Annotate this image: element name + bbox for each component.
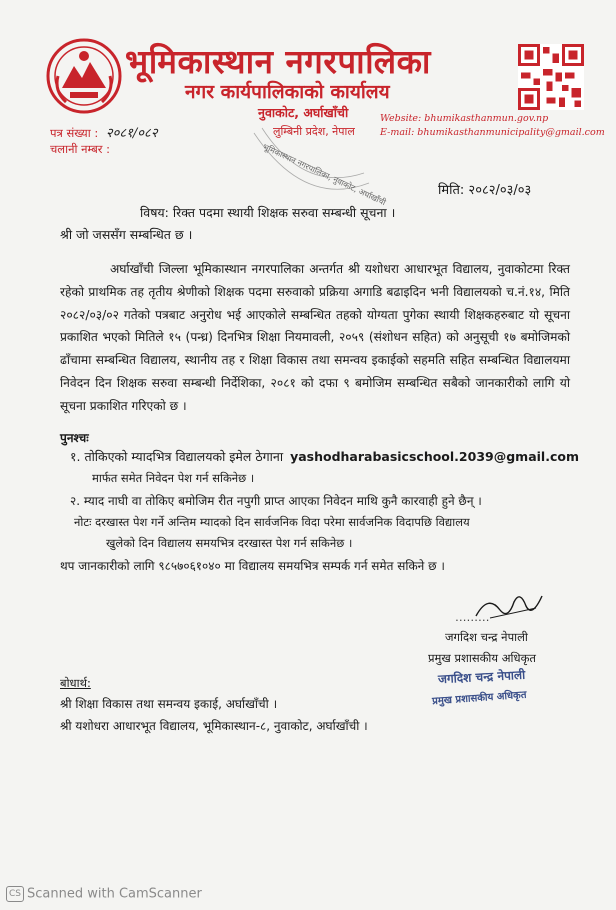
cc-line-2: श्री यशोधरा आधारभूत विद्यालय, भूमिकास्थान-८, नुवाकोट, अर्घाखाँची । — [60, 719, 368, 733]
note-item-1-suffix: मार्फत समेत निवेदन पेश गर्न सकिनेछ । — [92, 471, 255, 485]
signatory-name: जगदिश चन्द्र नेपाली — [445, 630, 528, 644]
watermark-text: Scanned with CamScanner — [27, 886, 202, 902]
letterhead-subtitle: नगर कार्यपालिकाको कार्यालय — [185, 81, 390, 103]
letter-date: मिति: २०८२/०३/०३ — [438, 183, 532, 198]
letter-number-row — [50, 123, 158, 141]
note-item-1 — [70, 446, 579, 469]
stamp-designation: प्रमुख प्रशासकीय अधिकृत — [431, 689, 527, 708]
note-line-1: नोटः दरखास्त पेश गर्ने अन्तिम म्यादको दिन सार्वजनिक विदा परेमा सार्वजनिक विदापछि विद्यालय — [74, 515, 470, 529]
note-item-1-text: १. तोकिएको म्यादभित्र विद्यालयको इमेल ठेगाना — [70, 449, 284, 464]
letterhead-address: नुवाकोट, अर्घाखाँची — [258, 105, 349, 120]
note-line-2: खुलेको दिन विद्यालय समयभित्र दरखास्त पेश गर्न सकिनेछ । — [106, 536, 353, 550]
letter-number-value: २०८१/०८२ — [105, 126, 158, 141]
camscanner-watermark — [6, 886, 202, 902]
dispatch-number-label: चलानी नम्बर : — [50, 142, 111, 156]
signature-dots: ……… — [455, 610, 490, 624]
cc-heading: बोधार्थ: — [60, 676, 91, 690]
letter-subject: विषय: रिक्त पदमा स्थायी शिक्षक सरुवा सम्बन्धी सूचना । — [140, 205, 396, 220]
signature-scribble — [470, 588, 550, 624]
salutation: श्री जो जससँग सम्बन्धित छ । — [60, 227, 193, 242]
notes-heading: पुनश्चः — [60, 431, 89, 445]
contact-line: थप जानकारीको लागि ९८५७०६१०४० मा विद्यालय समयभित्र सम्पर्क गर्न समेत सकिने छ । — [60, 559, 445, 573]
cc-line-1: श्री शिक्षा विकास तथा समन्वय इकाई, अर्घाखाँची । — [60, 697, 278, 711]
stamp-name: जगदिश चन्द्र नेपाली — [437, 667, 526, 687]
office-stamp — [244, 128, 388, 208]
letter-number-label: पत्र संख्या : — [50, 126, 99, 140]
signatory-designation: प्रमुख प्रशासकीय अधिकृत — [428, 651, 536, 665]
letterhead-title: भूमिकास्थान नगरपालिका — [125, 42, 431, 81]
camscanner-logo-icon: CS — [6, 886, 24, 902]
stamp-text: भूमिकास्थान नगरपालिका, नुवाकोट, अर्घाखाँची — [261, 142, 388, 208]
letterhead-province: लुम्बिनी प्रदेश, नेपाल — [273, 125, 355, 138]
nepal-emblem-icon — [44, 36, 124, 116]
email-text: E-mail: bhumikasthanmunicipality@gmail.com — [380, 127, 605, 138]
school-email: yashodharabasicschool.2039@gmail.com — [290, 449, 579, 464]
qr-code-icon — [518, 44, 584, 110]
note-item-2: २. म्याद नाघी वा तोकिए बमोजिम रीत नपुगी प्राप्त आएका निवेदन माथि कुनै कारवाही हुने छैन् । — [70, 494, 482, 508]
notice-body: अर्घाखाँची जिल्ला भूमिकास्थान नगरपालिका अन्तर्गत श्री यशोधरा आधारभूत विद्यालय, नुवाकोटमा रिक्त रहेको प्राथमिक तह तृतीय श्रेणीको शिक्षक पदमा सरुवाको प्रक्रिया अगाडि बढाइदिन भनी विद्यालयको च.नं.१४, मिति २०८२/०३/०२ गतेको पत्रबाट अनुरोध भई आएकोले सम्बन्धित तहको योग्यता पुगेका स्थायी शिक्षकहरुबाट यो सूचना प्रकाशित भएको मितिले १५ (पन्ध्र) दिनभित्र शिक्षा नियमावली, २०५९ (संशोधन सहित) को अनुसूची १७ बमोजिमको ढाँचामा सम्बन्धित विद्यालय, स्थानीय तह र शिक्षा विकास तथा समन्वय इकाईको सहमति सहित सम्बन्धित विद्यालयमा निवेदन दिन शिक्षक सरुवा सम्बन्धी निर्देशिका, २०८१ को दफा ९ बमोजिम सम्बन्धित सबैको जानकारीको लागि यो सूचना प्रकाशित गरिएको छ । — [60, 262, 570, 413]
website-text: Website: bhumikasthanmun.gov.np — [380, 113, 549, 124]
